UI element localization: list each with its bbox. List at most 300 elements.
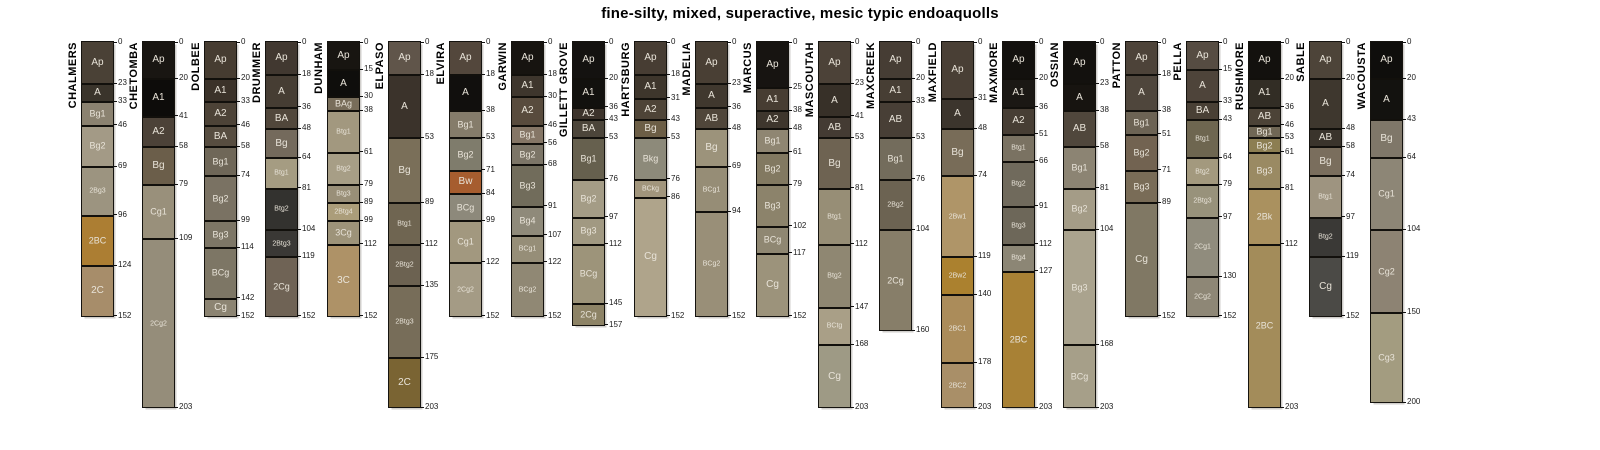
horizon-block: [1064, 42, 1095, 83]
depth-label: 152: [671, 310, 685, 320]
depth-label: 117: [793, 247, 806, 257]
horizon-label: Cg3: [1378, 353, 1395, 363]
horizon-block: [696, 107, 727, 129]
depth-tick: [727, 128, 731, 129]
depth-label: 91: [548, 200, 557, 210]
depth-label: 175: [425, 352, 439, 361]
soil-series-group: [128, 0, 193, 450]
horizon-block: [266, 188, 297, 229]
horizon-label: 2Cg2: [150, 320, 167, 328]
depth-label: 0: [364, 37, 369, 46]
depth-label: 48: [302, 123, 311, 133]
depth-label: 99: [486, 215, 495, 225]
depth-label: 114: [241, 242, 254, 252]
horizon-label: Ap: [1258, 55, 1271, 65]
depth-label: 76: [916, 173, 925, 183]
horizon-block: [880, 229, 911, 330]
horizon-block: [1187, 217, 1218, 276]
depth-tick: [113, 83, 117, 84]
horizon-label: BCg: [456, 203, 475, 213]
horizon-block: [1064, 188, 1095, 229]
depth-tick: [236, 315, 240, 316]
horizon-label: Bg1: [89, 109, 106, 119]
depth-tick: [1402, 229, 1406, 230]
horizon-block: [635, 119, 666, 137]
horizon-block: [1249, 137, 1280, 151]
horizon-label: BCtg: [826, 322, 843, 330]
horizon-block: [1064, 83, 1095, 110]
horizon-label: Bg2: [580, 194, 597, 204]
depth-tick: [850, 137, 854, 138]
depth-label: 97: [1223, 211, 1232, 221]
horizon-label: Ap: [398, 53, 411, 64]
depth-label: 94: [732, 206, 741, 216]
horizon-block: [512, 96, 543, 125]
depth-label: 0: [302, 37, 307, 46]
depth-tick: [973, 256, 977, 257]
horizon-label: Bg2: [764, 164, 781, 174]
soil-column: [389, 42, 420, 407]
depth-label: 58: [179, 141, 188, 151]
depth-label: 18: [486, 69, 495, 79]
depth-tick: [543, 234, 547, 235]
depth-label: 20: [1039, 73, 1048, 82]
horizon-block: [266, 229, 297, 256]
depth-label: 79: [179, 179, 188, 189]
depth-tick: [604, 78, 608, 79]
horizon-block: [1249, 152, 1280, 188]
horizon-label: A2: [766, 115, 779, 126]
series-name-label: MARCUS: [742, 42, 754, 94]
horizon-block: [205, 220, 236, 247]
depth-tick: [850, 42, 854, 43]
horizon-label: Ap: [582, 55, 595, 65]
depth-label: 38: [486, 105, 495, 115]
soil-series-group: [497, 0, 562, 450]
horizon-label: Bg1: [457, 120, 474, 130]
horizon-label: BA: [213, 131, 228, 142]
depth-label: 203: [978, 402, 992, 412]
depth-tick: [297, 256, 301, 257]
horizon-block: [573, 244, 604, 303]
horizon-label: A1: [152, 92, 165, 103]
depth-tick: [1095, 229, 1099, 230]
horizon-label: A: [1138, 88, 1145, 99]
depth-tick: [1157, 74, 1161, 75]
horizon-label: Btg2: [274, 205, 289, 213]
soil-series-group: [865, 0, 930, 450]
depth-tick: [604, 243, 608, 244]
depth-tick: [359, 151, 363, 152]
horizon-label: A1: [766, 94, 779, 105]
horizon-label: 2BC: [1255, 321, 1274, 331]
series-name-label: GILLETT GROVE: [558, 42, 570, 138]
horizon-block: [1310, 78, 1341, 128]
depth-tick: [604, 178, 608, 179]
depth-tick: [788, 151, 792, 152]
depth-label: 46: [1285, 119, 1294, 129]
horizon-label: Cg: [1319, 281, 1332, 292]
depth-label: 31: [978, 92, 987, 102]
depth-tick: [973, 407, 977, 408]
horizon-label: Cg: [644, 252, 657, 263]
horizon-label: 2Bg3: [89, 187, 106, 195]
horizon-label: A1: [1012, 88, 1025, 99]
horizon-label: BCg2: [518, 286, 537, 294]
depth-label: 66: [1039, 155, 1048, 165]
horizon-block: [573, 179, 604, 217]
depth-label: 64: [302, 152, 311, 162]
horizon-label: Btg2: [1318, 233, 1333, 241]
horizon-block: [1187, 101, 1218, 119]
depth-tick: [1341, 175, 1345, 176]
horizon-label: Ap: [705, 57, 718, 68]
depth-label: 15: [1223, 64, 1232, 73]
depth-tick: [174, 146, 178, 147]
depth-tick: [174, 42, 178, 43]
depth-label: 112: [1039, 238, 1052, 248]
depth-tick: [1218, 119, 1222, 120]
horizon-block: [450, 193, 481, 220]
depth-tick: [1341, 128, 1345, 129]
depth-label: 119: [978, 251, 991, 261]
depth-tick: [1280, 137, 1284, 138]
horizon-block: [635, 42, 666, 74]
horizon-label: Ap: [1135, 53, 1148, 64]
depth-label: 46: [548, 119, 557, 129]
depth-label: 79: [364, 179, 373, 189]
horizon-label: Ap: [1319, 55, 1332, 65]
depth-label: 30: [548, 91, 557, 100]
horizon-label: 2Btg3: [395, 318, 414, 326]
depth-label: 43: [1407, 114, 1416, 124]
depth-tick: [1157, 202, 1161, 203]
horizon-block: [1310, 146, 1341, 175]
horizon-block: [450, 74, 481, 110]
depth-label: 152: [793, 310, 807, 320]
horizon-block: [143, 238, 174, 407]
soil-column: [512, 42, 543, 316]
depth-tick: [1341, 216, 1345, 217]
horizon-block: [757, 253, 788, 316]
chart-title: fine-silty, mixed, superactive, mesic typic endoaquolls: [601, 5, 999, 22]
horizon-label: Bg1: [212, 157, 229, 167]
horizon-block: [573, 42, 604, 78]
depth-tick: [113, 42, 117, 43]
soil-series-group: [251, 0, 316, 450]
depth-tick: [1402, 312, 1406, 313]
series-name-label: PELLA: [1172, 42, 1184, 81]
horizon-block: [1310, 128, 1341, 146]
depth-label: 89: [364, 197, 373, 207]
depth-label: 79: [1223, 179, 1232, 189]
depth-label: 0: [118, 37, 123, 46]
horizon-block: [1310, 217, 1341, 257]
horizon-label: A: [462, 88, 469, 99]
depth-tick: [604, 42, 608, 43]
horizon-block: [942, 128, 973, 175]
depth-tick: [1280, 407, 1284, 408]
horizon-label: Bg: [1380, 134, 1393, 145]
horizon-label: Bg1: [1133, 118, 1150, 128]
horizon-label: Ap: [766, 59, 779, 70]
horizon-block: [389, 137, 420, 202]
depth-tick: [727, 211, 731, 212]
horizon-block: [266, 107, 297, 129]
soil-column: [1371, 42, 1402, 402]
depth-tick: [1280, 243, 1284, 244]
depth-tick: [481, 261, 485, 262]
depth-tick: [911, 178, 915, 179]
depth-tick: [297, 315, 301, 316]
depth-tick: [788, 184, 792, 185]
depth-tick: [1218, 184, 1222, 185]
depth-label: 112: [609, 238, 622, 248]
depth-label: 91: [1039, 200, 1048, 210]
depth-tick: [1402, 78, 1406, 79]
depth-tick: [481, 315, 485, 316]
horizon-label: Bg: [705, 143, 718, 154]
depth-label: 168: [855, 339, 869, 349]
depth-tick: [604, 137, 608, 138]
depth-label: 112: [855, 238, 868, 248]
soil-series-group: [1356, 0, 1421, 450]
horizon-label: 2Cg2: [1194, 293, 1211, 301]
depth-label: 33: [241, 96, 250, 106]
horizon-label: BAg: [334, 99, 352, 109]
series-name-label: DRUMMER: [251, 42, 263, 103]
depth-label: 20: [1346, 73, 1355, 82]
depth-tick: [174, 115, 178, 116]
horizon-block: [512, 164, 543, 205]
depth-tick: [1218, 276, 1222, 277]
depth-label: 112: [425, 238, 438, 248]
horizon-block: [1187, 157, 1218, 184]
series-name-label: RUSHMORE: [1234, 42, 1246, 111]
series-name-label: ELPASO: [374, 42, 386, 90]
horizon-label: Cg: [828, 371, 841, 382]
depth-tick: [359, 184, 363, 185]
horizon-block: [1371, 42, 1402, 78]
horizon-block: [450, 137, 481, 169]
horizon-label: Bg1: [519, 130, 536, 140]
horizon-block: [942, 98, 973, 129]
horizon-block: [1187, 42, 1218, 69]
horizon-label: Btg3: [336, 190, 351, 198]
depth-label: 71: [486, 164, 495, 174]
depth-tick: [359, 96, 363, 97]
horizon-label: 2Bg2: [887, 201, 904, 209]
depth-tick: [420, 243, 424, 244]
series-name-label: SABLE: [1295, 42, 1307, 82]
horizon-block: [573, 137, 604, 178]
horizon-label: BA: [274, 113, 289, 124]
depth-tick: [297, 106, 301, 107]
depth-label: 150: [1407, 307, 1421, 316]
depth-label: 43: [1223, 114, 1232, 124]
horizon-label: A: [708, 91, 715, 102]
horizon-block: [1249, 188, 1280, 244]
series-name-label: MAXCREEK: [865, 42, 877, 109]
depth-label: 0: [1346, 37, 1351, 46]
depth-label: 147: [855, 301, 869, 311]
horizon-block: [450, 110, 481, 137]
depth-label: 30: [364, 91, 373, 100]
horizon-block: [205, 298, 236, 316]
depth-tick: [604, 106, 608, 107]
horizon-label: Bg: [951, 147, 964, 158]
horizon-block: [266, 157, 297, 188]
depth-label: 81: [302, 182, 311, 192]
depth-tick: [297, 157, 301, 158]
depth-tick: [1402, 42, 1406, 43]
depth-tick: [1280, 42, 1284, 43]
horizon-label: 2Bw2: [948, 272, 967, 280]
horizon-block: [1249, 125, 1280, 138]
horizon-label: Ap: [91, 57, 104, 68]
horizon-block: [819, 307, 850, 345]
horizon-label: 2Btg3: [1193, 197, 1212, 205]
depth-label: 64: [1223, 152, 1232, 162]
horizon-label: A2: [644, 104, 657, 115]
horizon-block: [1003, 161, 1034, 206]
horizon-label: A: [1076, 92, 1083, 103]
series-name-label: HARTSBURG: [620, 42, 632, 117]
horizon-block: [1371, 312, 1402, 402]
soil-series-group: [374, 0, 439, 450]
depth-label: 36: [1039, 101, 1048, 111]
depth-label: 53: [916, 132, 925, 142]
horizon-label: Bg2: [457, 150, 474, 160]
horizon-block: [942, 256, 973, 294]
depth-label: 0: [609, 37, 614, 46]
depth-tick: [1402, 119, 1406, 120]
depth-tick: [973, 175, 977, 176]
depth-label: 23: [732, 78, 741, 88]
depth-tick: [1157, 315, 1161, 316]
depth-label: 0: [425, 37, 430, 46]
soil-column: [573, 42, 604, 325]
depth-tick: [666, 97, 670, 98]
horizon-block: [143, 42, 174, 78]
depth-label: 152: [241, 310, 255, 320]
soil-column: [635, 42, 666, 316]
horizon-label: 2BC2: [948, 382, 967, 390]
series-name-label: MASCOUTAH: [804, 42, 816, 118]
horizon-label: Btg2: [1195, 168, 1210, 176]
depth-tick: [727, 106, 731, 107]
horizon-label: Ap: [275, 53, 288, 64]
depth-label: 61: [364, 146, 373, 156]
soil-column: [696, 42, 727, 316]
horizon-label: Cg: [1135, 254, 1148, 265]
depth-tick: [420, 74, 424, 75]
depth-label: 23: [855, 78, 864, 88]
horizon-block: [942, 42, 973, 98]
horizon-block: [757, 110, 788, 128]
horizon-block: [696, 42, 727, 83]
horizon-block: [1187, 69, 1218, 101]
horizon-label: Btg2: [1011, 180, 1026, 188]
depth-label: 23: [1100, 78, 1109, 88]
depth-label: 20: [1407, 73, 1416, 82]
horizon-label: Bg2: [1133, 148, 1150, 158]
horizon-label: Bkg: [642, 154, 659, 164]
depth-tick: [1341, 315, 1345, 316]
depth-label: 152: [1162, 310, 1176, 320]
horizon-label: Bg3: [1133, 182, 1150, 192]
depth-label: 79: [793, 179, 802, 189]
depth-tick: [973, 42, 977, 43]
horizon-block: [1003, 244, 1034, 271]
series-name-label: ELVIRA: [435, 42, 447, 85]
depth-tick: [1034, 133, 1038, 134]
depth-label: 104: [1100, 224, 1114, 234]
horizon-label: A2: [1012, 116, 1025, 127]
soil-series-group: [681, 0, 746, 450]
horizon-block: [328, 69, 359, 96]
depth-tick: [297, 229, 301, 230]
depth-label: 33: [118, 96, 127, 106]
depth-label: 0: [1223, 37, 1228, 46]
horizon-label: AB: [1257, 111, 1272, 122]
depth-tick: [113, 315, 117, 316]
depth-label: 127: [1039, 265, 1053, 275]
horizon-label: Bg: [398, 165, 411, 176]
depth-label: 0: [486, 37, 491, 46]
depth-label: 38: [1100, 105, 1109, 115]
depth-tick: [1402, 402, 1406, 403]
horizon-block: [205, 125, 236, 147]
horizon-label: Ap: [644, 53, 657, 64]
depth-label: 46: [118, 119, 127, 129]
depth-label: 157: [609, 319, 623, 329]
horizon-label: A1: [582, 88, 595, 99]
horizon-label: Ap: [521, 53, 534, 64]
horizon-block: [1187, 276, 1218, 316]
depth-tick: [1095, 146, 1099, 147]
horizon-label: BCg: [579, 269, 598, 279]
horizon-block: [205, 247, 236, 297]
depth-label: 48: [732, 123, 741, 133]
depth-tick: [788, 252, 792, 253]
horizon-label: Btg1: [1195, 135, 1210, 143]
depth-label: 135: [425, 280, 439, 289]
depth-tick: [1095, 110, 1099, 111]
horizon-label: Bg4: [519, 216, 536, 226]
depth-label: 48: [978, 123, 987, 133]
depth-tick: [911, 137, 915, 138]
depth-label: 0: [855, 37, 860, 46]
depth-label: 152: [486, 310, 500, 320]
horizon-block: [696, 83, 727, 106]
depth-label: 48: [793, 123, 802, 133]
horizon-block: [1187, 184, 1218, 216]
depth-tick: [1157, 133, 1161, 134]
horizon-block: [266, 42, 297, 74]
depth-label: 0: [1039, 37, 1044, 46]
depth-tick: [604, 324, 608, 325]
horizon-label: Btg3: [1011, 222, 1026, 230]
depth-tick: [666, 178, 670, 179]
horizon-block: [819, 344, 850, 407]
depth-tick: [1095, 407, 1099, 408]
depth-tick: [666, 315, 670, 316]
horizon-label: Bg3: [1071, 283, 1088, 293]
depth-label: 33: [1223, 96, 1232, 106]
depth-tick: [973, 128, 977, 129]
horizon-block: [1249, 244, 1280, 408]
